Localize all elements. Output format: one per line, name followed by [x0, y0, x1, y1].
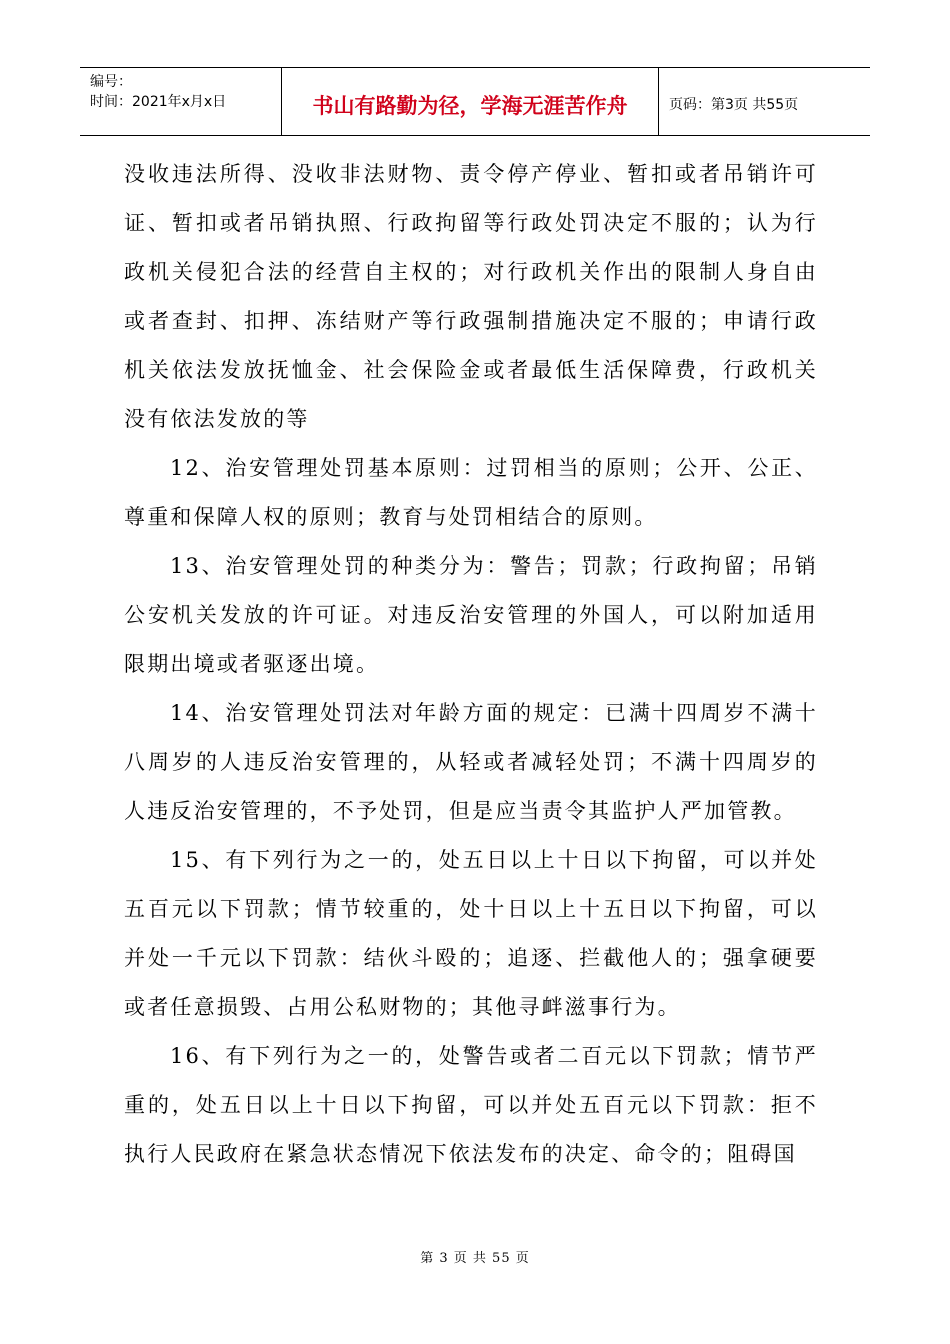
page-header: [80, 67, 870, 136]
paragraph-item-15: 15、有下列行为之一的，处五日以上十日以下拘留，可以并处五百元以下罚款；情节较重的，处十日以上十五日以下拘留，可以并处一千元以下罚款：结伙斗殴的；追逐、拦截他人的；强拿硬要或者任意损毁、占用公私财物的；其他寻衅滋事行为。: [124, 848, 818, 1019]
paragraph-item-12: 12、治安管理处罚基本原则：过罚相当的原则；公开、公正、尊重和保障人权的原则；教育与处罚相结合的原则。: [124, 456, 818, 529]
doc-number-label: 编号：: [90, 74, 132, 90]
paragraph-item-13: 13、治安管理处罚的种类分为：警告；罚款；行政拘留；吊销公安机关发放的许可证。对违反治安管理的外国人，可以附加适用限期出境或者驱逐出境。: [124, 554, 818, 676]
paragraph-item-14: 14、治安管理处罚法对年龄方面的规定：已满十四周岁不满十八周岁的人违反治安管理的，从轻或者减轻处罚；不满十四周岁的人违反治安管理的，不予处罚，但是应当责令其监护人严加管教。: [124, 701, 818, 823]
doc-date-label: 时间：2021年x月x日: [90, 94, 227, 110]
paragraph-item-16: 16、有下列行为之一的，处警告或者二百元以下罚款；情节严重的，处五日以上十日以下拘留，可以并处五百元以下罚款：拒不执行人民政府在紧急状态情况下依法发布的决定、命令的；阻碍国: [124, 1044, 818, 1166]
header-page-info: 页码：第3页 共55页: [669, 96, 799, 113]
header-motto: 书山有路勤为径，学海无涯苦作舟: [282, 68, 659, 135]
paragraph-continuation: 没收违法所得、没收非法财物、责令停产停业、暂扣或者吊销许可证、暂扣或者吊销执照、行政拘留等行政处罚决定不服的；认为行政机关侵犯合法的经营自主权的；对行政机关作出的限制人身自由或者查封、扣押、冻结财产等行政强制措施决定不服的；申请行政机关依法发放抚恤金、社会保险金或者最低生活保障费，行政机关没有依法发放的等: [124, 162, 818, 431]
page-footer: 第 3 页 共 55 页: [420, 1251, 530, 1266]
document-body: [124, 150, 818, 1179]
header-meta: [80, 68, 282, 135]
